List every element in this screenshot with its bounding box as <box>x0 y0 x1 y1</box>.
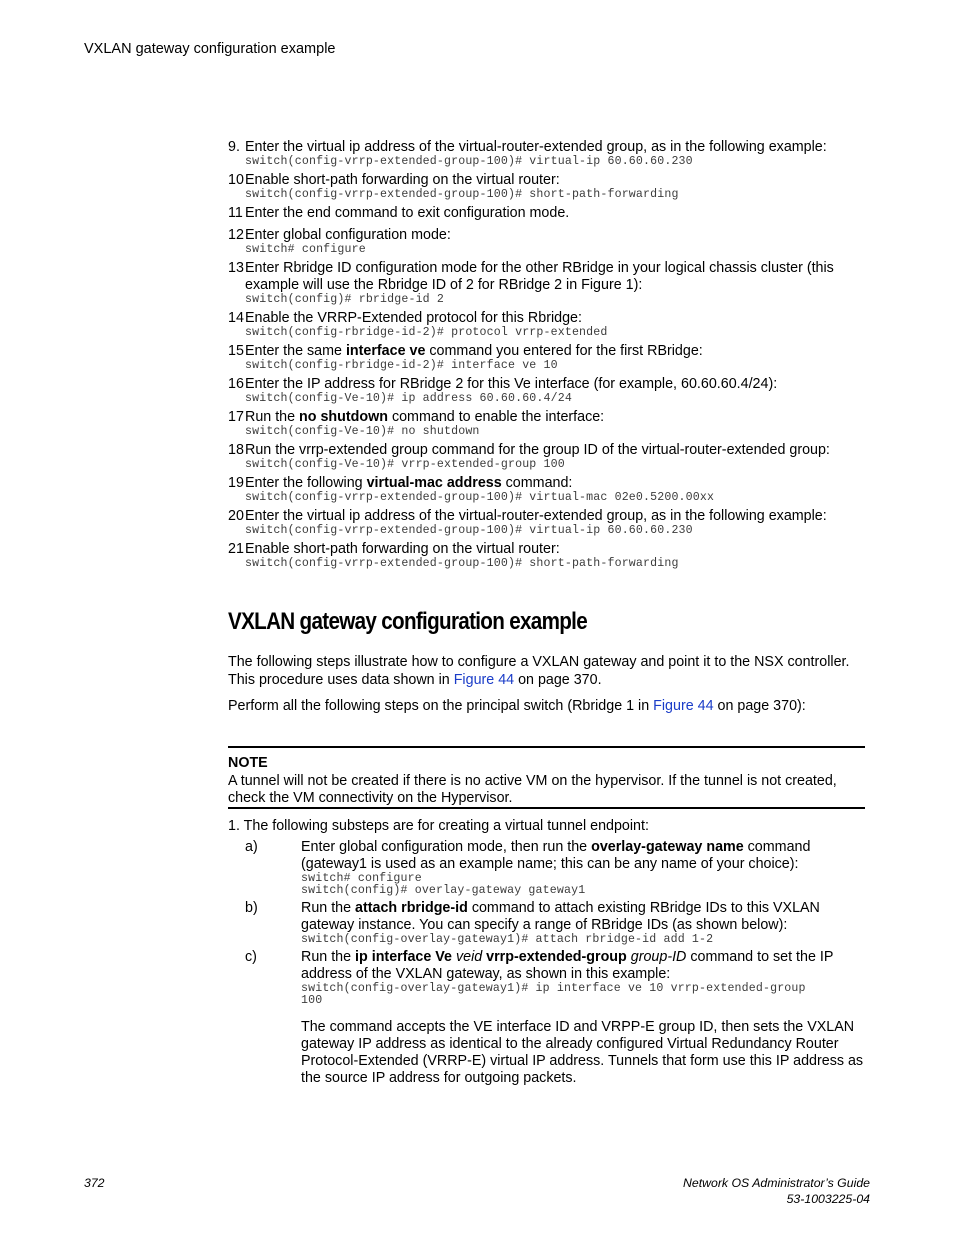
substep-label: b) <box>245 900 258 916</box>
code-line: switch(config-Ve-10)# vrrp-extended-group 100 <box>245 458 565 471</box>
step-20 <box>228 508 868 537</box>
code-line: switch(config-vrrp-extended-group-100)# short-path-forwarding <box>245 557 679 570</box>
step-number: 21 <box>228 541 244 557</box>
command-name: interface ve <box>345 343 426 359</box>
substep-text <box>301 900 865 934</box>
step-text: Enter the virtual ip address of the virtual-router-extended group, as in the following example: <box>245 508 827 524</box>
substep-c <box>245 949 865 1087</box>
step-text: Enter the IP address for RBridge 2 for this Ve interface (for example, 60.60.60.4/24): <box>245 376 778 392</box>
step-number: 20 <box>228 508 244 524</box>
step-number: 9. <box>228 139 240 155</box>
code-line: 100 <box>301 994 323 1007</box>
step-number: 19 <box>228 475 244 491</box>
text-run: command to enable the interface: <box>387 409 605 425</box>
code-line: switch(config)# overlay-gateway gateway1 <box>301 884 586 897</box>
text-run: command (gateway1 is used as an example name; this can be any name of your choice): <box>301 839 811 872</box>
substep-text <box>301 839 865 873</box>
substep-explanation: The command accepts the VE interface ID and VRPP-E group ID, then sets the VXLAN gateway IP address as identical to the already configured Virtual Redundancy Router Protocol-Extended (VRRP-E) virtual IP address. Tunnels that form use this IP address as the source IP address for outgoing packets. <box>301 1019 864 1086</box>
code-line: switch(config-rbridge-id-2)# interface ve 10 <box>245 359 558 372</box>
step-number: 13 <box>228 260 244 276</box>
step-number: 15 <box>228 343 244 359</box>
text-run: on page 370): <box>713 698 806 714</box>
text-run: command to attach existing RBridge IDs to this VXLAN gateway instance. You can specify a range of RBridge IDs (as shown below): <box>301 900 820 933</box>
procedure-steps <box>228 139 868 574</box>
intro-paragraph <box>228 653 868 689</box>
step-9 <box>228 139 868 168</box>
command-name: overlay-gateway name <box>591 839 744 855</box>
command-name: vrrp-extended-group <box>486 949 627 965</box>
step-number: 10 <box>228 172 244 188</box>
step-number: 11 <box>228 205 243 221</box>
step-text: Enter Rbridge ID configuration mode for the other RBridge in your logical chassis cluster (this example will use the Rbridge ID of 2 for RBridge 2 in Figure 1): <box>245 260 834 293</box>
command-name: virtual-mac address <box>366 475 502 491</box>
text-run: command: <box>501 475 573 491</box>
text-run: The following steps illustrate how to configure a VXLAN gateway and point it to the NSX controller. This procedure uses data shown in <box>228 654 850 688</box>
parameter-name: group-ID <box>626 949 687 965</box>
step-10 <box>228 172 868 201</box>
code-line: switch(config)# rbridge-id 2 <box>245 293 445 306</box>
text-run: Perform all the following steps on the principal switch (Rbridge 1 in <box>228 698 654 714</box>
code-line: switch(config-rbridge-id-2)# protocol vrrp-extended <box>245 326 608 339</box>
substep-label: c) <box>245 949 257 965</box>
step-text: Run the vrrp-extended group command for the group ID of the virtual-router-extended group: <box>245 442 830 458</box>
document-number: 53-1003225-04 <box>786 1192 870 1206</box>
command-name: attach rbridge-id <box>355 900 468 916</box>
substep-a <box>245 839 865 897</box>
step-text <box>245 343 868 360</box>
text-run: command you entered for the first RBridge: <box>425 343 703 359</box>
step-text: Enter global configuration mode: <box>245 227 451 243</box>
step-number: 18 <box>228 442 244 458</box>
text-run: Enter the same <box>245 343 346 359</box>
page-number: 372 <box>84 1176 105 1190</box>
text-run: Run the <box>245 409 300 425</box>
step-text <box>245 475 868 492</box>
substep-label: a) <box>245 839 258 855</box>
step-text: Enable short-path forwarding on the virtual router: <box>245 541 560 557</box>
step-text <box>245 409 868 426</box>
step-19 <box>228 475 868 504</box>
command-name: no shutdown <box>299 409 388 425</box>
code-line: switch(config-Ve-10)# no shutdown <box>245 425 480 438</box>
step-text: Enter the virtual ip address of the virtual-router-extended group, as in the following example: <box>245 139 827 155</box>
step-number: 12 <box>228 227 244 243</box>
text-run: Run the <box>301 949 356 965</box>
text-run: Enter global configuration mode, then run the <box>301 839 592 855</box>
substep-b <box>245 900 865 946</box>
step-number: 16 <box>228 376 244 392</box>
step-18 <box>228 442 868 471</box>
code-line: switch(config-overlay-gateway1)# ip interface ve 10 vrrp-extended-group <box>301 982 806 995</box>
step-17 <box>228 409 868 438</box>
step-21 <box>228 541 868 570</box>
code-line: switch(config-vrrp-extended-group-100)# virtual-mac 02e0.5200.00xx <box>245 491 715 504</box>
step-15 <box>228 343 868 372</box>
figure-link[interactable]: Figure 44 <box>653 698 714 714</box>
step-13 <box>228 260 868 306</box>
step-16 <box>228 376 868 405</box>
code-line: switch# configure <box>245 243 366 256</box>
code-line: switch(config-Ve-10)# ip address 60.60.60.4/24 <box>245 392 572 405</box>
figure-link[interactable]: Figure 44 <box>453 672 515 688</box>
guide-title: Network OS Administrator’s Guide <box>682 1176 870 1190</box>
note-title: NOTE <box>228 755 268 771</box>
note-top-rule <box>228 746 865 748</box>
text-run: command to set the IP address of the VXLAN gateway, as shown in this example: <box>301 949 834 982</box>
step-text: Enter the end command to exit configuration mode. <box>245 205 570 221</box>
step-text: Enable short-path forwarding on the virtual router: <box>245 172 560 188</box>
command-name: ip interface Ve <box>355 949 452 965</box>
step-number: 17 <box>228 409 244 425</box>
substep-text <box>301 949 865 983</box>
step-number: 14 <box>228 310 244 326</box>
code-line: switch(config-vrrp-extended-group-100)# virtual-ip 60.60.60.230 <box>245 155 693 168</box>
substeps-intro: 1. The following substeps are for creating a virtual tunnel endpoint: <box>228 818 649 834</box>
code-line: switch# configure <box>301 872 422 885</box>
note-bottom-rule <box>228 807 865 809</box>
text-run: on page 370. <box>514 672 602 688</box>
code-line: switch(config-vrrp-extended-group-100)# virtual-ip 60.60.60.230 <box>245 524 693 537</box>
parameter-name: veid <box>452 949 487 965</box>
note-text: A tunnel will not be created if there is no active VM on the hypervisor. If the tunnel is not created, check the VM connectivity on the Hypervisor. <box>228 773 837 806</box>
text-run: Run the <box>301 900 356 916</box>
text-run: Enter the following <box>245 475 367 491</box>
step-11 <box>228 205 868 222</box>
step-text: Enable the VRRP-Extended protocol for this Rbridge: <box>245 310 582 326</box>
step-14 <box>228 310 868 339</box>
code-line: switch(config-overlay-gateway1)# attach rbridge-id add 1-2 <box>301 933 714 946</box>
code-line: switch(config-vrrp-extended-group-100)# short-path-forwarding <box>245 188 679 201</box>
principal-switch-paragraph <box>228 697 868 715</box>
running-header: VXLAN gateway configuration example <box>84 41 336 57</box>
step-12 <box>228 227 868 256</box>
section-heading: VXLAN gateway configuration example <box>228 608 587 635</box>
